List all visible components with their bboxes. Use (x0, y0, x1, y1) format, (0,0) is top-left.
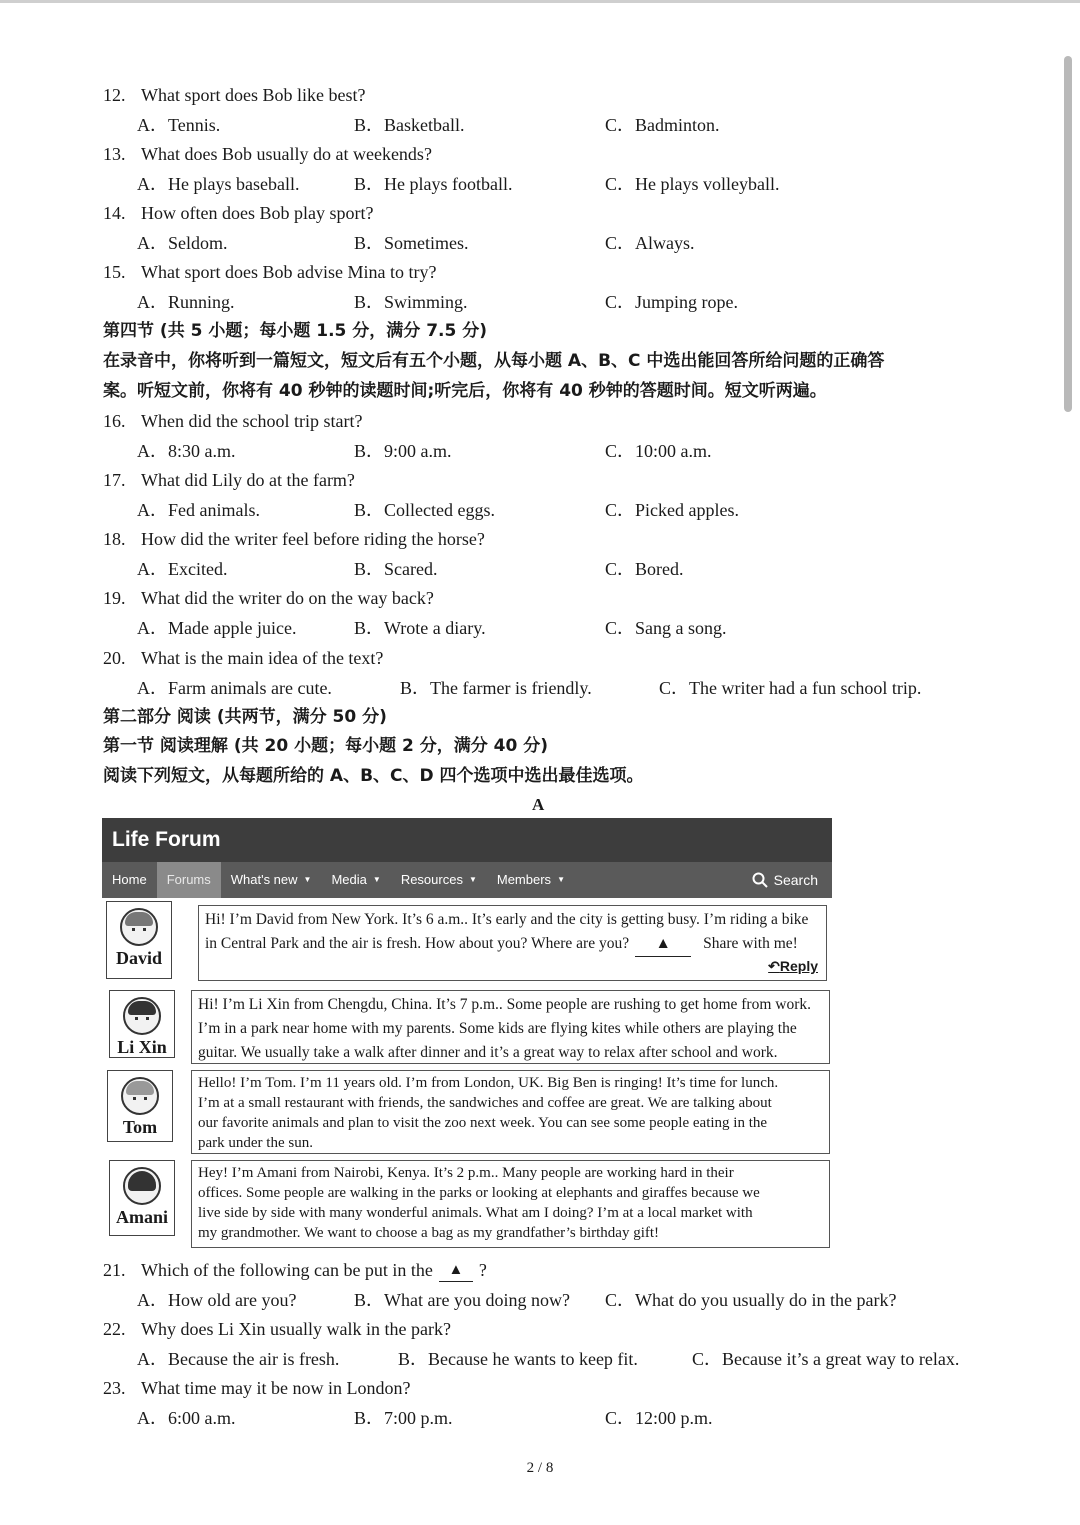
caret-down-icon: ▼ (303, 875, 312, 884)
option-b: B．Scared. (354, 559, 438, 579)
option-c: C．The writer had a fun school trip. (659, 678, 922, 698)
nav-label: Members (496, 872, 552, 887)
section-4-instruction-1: 在录音中，你将听到一篇短文，短文后有五个小题，从每小题 A、B、C 中选出能回答所给问题的正确答 (103, 351, 885, 371)
avatar-icon (123, 997, 161, 1035)
option-a: A．Tennis. (137, 115, 221, 135)
question-number: 18. (103, 529, 126, 549)
search-icon (752, 872, 768, 888)
post-line: Hi! I’m Li Xin from Chengdu, China. It’s 7 p.m.. Some people are rushing to get home from work. (198, 996, 812, 1013)
caret-down-icon: ▼ (468, 875, 477, 884)
avatar-li-xin (109, 990, 175, 1058)
option-a: A．Made apple juice. (137, 618, 297, 638)
option-a: A．Running. (137, 292, 235, 312)
question-number: 12. (103, 85, 126, 105)
nav-media[interactable] (321, 862, 390, 898)
post-amani (191, 1160, 830, 1248)
option-b: B．Collected eggs. (354, 500, 495, 520)
nav-label: Media (331, 872, 367, 887)
option-b: B．What are you doing now? (354, 1290, 570, 1310)
author-name: David (115, 948, 162, 968)
option-c: C．Because it’s a great way to relax. (692, 1349, 960, 1369)
post-line: Hi! I’m David from New York. It’s 6 a.m.. It’s early and the city is getting busy. I’m riding a bike (205, 911, 809, 928)
post-text: Share with me! (703, 935, 798, 952)
option-a: A．Farm animals are cute. (137, 678, 332, 698)
question-number: 14. (103, 203, 126, 223)
question-number: 19. (103, 588, 126, 608)
question-number: 13. (103, 144, 126, 164)
avatar-amani (109, 1160, 175, 1236)
post-line: our favorite animals and plan to visit the zoo next week. You can see some people eating in the (198, 1115, 768, 1131)
option-b: B．Basketball. (354, 115, 465, 135)
question-end: ? (478, 1260, 487, 1280)
option-b: B．Sometimes. (354, 233, 469, 253)
option-a: A．6:00 a.m. (137, 1408, 236, 1428)
question-number: 21. (103, 1260, 126, 1280)
avatar-icon (120, 908, 158, 946)
nav-members[interactable] (487, 862, 575, 898)
search-label: Search (773, 872, 818, 888)
nav-label: Forums (166, 872, 211, 887)
author-name: Amani (115, 1207, 168, 1227)
question-text: What sport does Bob like best? (141, 85, 366, 105)
option-a: A．Fed animals. (137, 500, 260, 520)
question-number: 16. (103, 411, 126, 431)
question-number: 22. (103, 1319, 126, 1339)
question-text: Which of the following can be put in the (141, 1260, 433, 1280)
search-button[interactable] (752, 862, 818, 898)
caret-down-icon: ▼ (557, 875, 565, 884)
post-line (205, 932, 820, 957)
option-b: B．He plays football. (354, 174, 513, 194)
option-c: C．Picked apples. (605, 500, 739, 520)
avatar-tom (107, 1070, 173, 1142)
option-a: A．Excited. (137, 559, 228, 579)
forum-title: Life Forum (102, 818, 832, 862)
question-text: Why does Li Xin usually walk in the park? (141, 1319, 451, 1339)
post-text: in Central Park and the air is fresh. How about you? Where are you? (205, 935, 630, 952)
nav-home[interactable] (102, 862, 157, 898)
post-line: offices. Some people are walking in the parks or looking at elephants and giraffes because we (198, 1185, 760, 1201)
nav-label: Home (112, 872, 147, 887)
avatar-icon (123, 1167, 161, 1205)
nav-resources[interactable] (391, 862, 487, 898)
post-line: I’m in a park near home with my parents. Some kids are flying kites while others are playing the (198, 1020, 797, 1037)
option-a: A．8:30 a.m. (137, 441, 236, 461)
avatar-david (106, 901, 172, 979)
part-2-title: 第二部分 阅读 (共两节，满分 50 分) (103, 707, 387, 727)
option-b: B．9:00 a.m. (354, 441, 452, 461)
question-text: What did the writer do on the way back? (141, 588, 434, 608)
avatar-icon (121, 1077, 159, 1115)
post-line: live side by side with many wonderful animals. What am I doing? I’m at a local market with (198, 1205, 753, 1221)
question-text: What does Bob usually do at weekends? (141, 144, 432, 164)
reply-label: Reply (779, 958, 818, 974)
option-c: C．Sang a song. (605, 618, 727, 638)
post-david (198, 905, 827, 981)
author-name: Li Xin (117, 1037, 167, 1057)
option-c: C．10:00 a.m. (605, 441, 712, 461)
option-c: C．Bored. (605, 559, 684, 579)
nav-forums[interactable] (157, 862, 221, 898)
option-a: A．How old are you? (137, 1290, 297, 1310)
part-2-instruction: 阅读下列短文，从每题所给的 A、B、C、D 四个选项中选出最佳选项。 (103, 766, 644, 786)
section-4-instruction-2: 案。听短文前，你将有 40 秒钟的读题时间;听完后，你将有 40 秒钟的答题时间。短文听两遍。 (103, 381, 827, 401)
option-b: B．Wrote a diary. (354, 618, 486, 638)
option-b: B．The farmer is friendly. (400, 678, 592, 698)
question-text: When did the school trip start? (141, 411, 363, 431)
top-border (0, 0, 1080, 3)
option-b: B．Because he wants to keep fit. (398, 1349, 638, 1369)
question-text: What is the main idea of the text? (141, 648, 384, 668)
part-2-section-1-title: 第一节 阅读理解 (共 20 小题；每小题 2 分，满分 40 分) (103, 736, 549, 756)
post-line: Hello! I’m Tom. I’m 11 years old. I’m from London, UK. Big Ben is ringing! It’s time for lunch. (198, 1075, 779, 1091)
post-tom (191, 1070, 830, 1154)
page-number: 2 / 8 (526, 1460, 554, 1476)
option-c: C．12:00 p.m. (605, 1408, 713, 1428)
option-a: A．Because the air is fresh. (137, 1349, 340, 1369)
option-c: C．Always. (605, 233, 695, 253)
post-line: park under the sun. (198, 1135, 313, 1151)
caret-down-icon: ▼ (372, 875, 381, 884)
section-4-title: 第四节 (共 5 小题；每小题 1.5 分，满分 7.5 分) (103, 321, 488, 341)
option-c: C．Badminton. (605, 115, 720, 135)
option-a: A．He plays baseball. (137, 174, 300, 194)
option-b: B．Swimming. (354, 292, 468, 312)
option-c: C．Jumping rope. (605, 292, 738, 312)
post-line: I’m at a small restaurant with friends, the sandwiches and coffee are great. We are talking about (198, 1095, 772, 1111)
nav-label: Resources (400, 872, 463, 887)
option-b: B．7:00 p.m. (354, 1408, 453, 1428)
question-text: What time may it be now in London? (141, 1378, 411, 1398)
forum-panel (102, 818, 832, 898)
option-c: C．He plays volleyball. (605, 174, 780, 194)
blank-marker: ▲ (635, 932, 691, 957)
nav-whats-new[interactable] (221, 862, 322, 898)
question-line (141, 1259, 487, 1282)
question-text: What did Lily do at the farm? (141, 470, 355, 490)
question-number: 15. (103, 262, 126, 282)
post-li-xin (191, 990, 830, 1064)
post-line: guitar. We usually take a walk after dinner and it’s a great way to relax after school and work. (198, 1044, 778, 1061)
question-text: How often does Bob play sport? (141, 203, 374, 223)
blank-marker: ▲ (439, 1259, 473, 1282)
post-line: Hey! I’m Amani from Nairobi, Kenya. It’s 2 p.m.. Many people are working hard in their (198, 1165, 734, 1181)
option-c: C．What do you usually do in the park? (605, 1290, 897, 1310)
question-text: How did the writer feel before riding the horse? (141, 529, 485, 549)
question-number: 20. (103, 648, 126, 668)
reply-link[interactable] (768, 954, 818, 978)
question-text: What sport does Bob advise Mina to try? (141, 262, 437, 282)
question-number: 23. (103, 1378, 126, 1398)
option-a: A．Seldom. (137, 233, 228, 253)
author-name: Tom (122, 1117, 158, 1137)
scrollbar[interactable] (1064, 56, 1072, 412)
passage-label: A (532, 795, 545, 814)
question-number: 17. (103, 470, 126, 490)
forum-nav (102, 862, 832, 898)
nav-label: What's new (230, 872, 298, 887)
post-line: my grandmother. We want to choose a bag as my grandfather’s birthday gift! (198, 1225, 660, 1241)
reply-icon: ↶ (768, 958, 780, 974)
